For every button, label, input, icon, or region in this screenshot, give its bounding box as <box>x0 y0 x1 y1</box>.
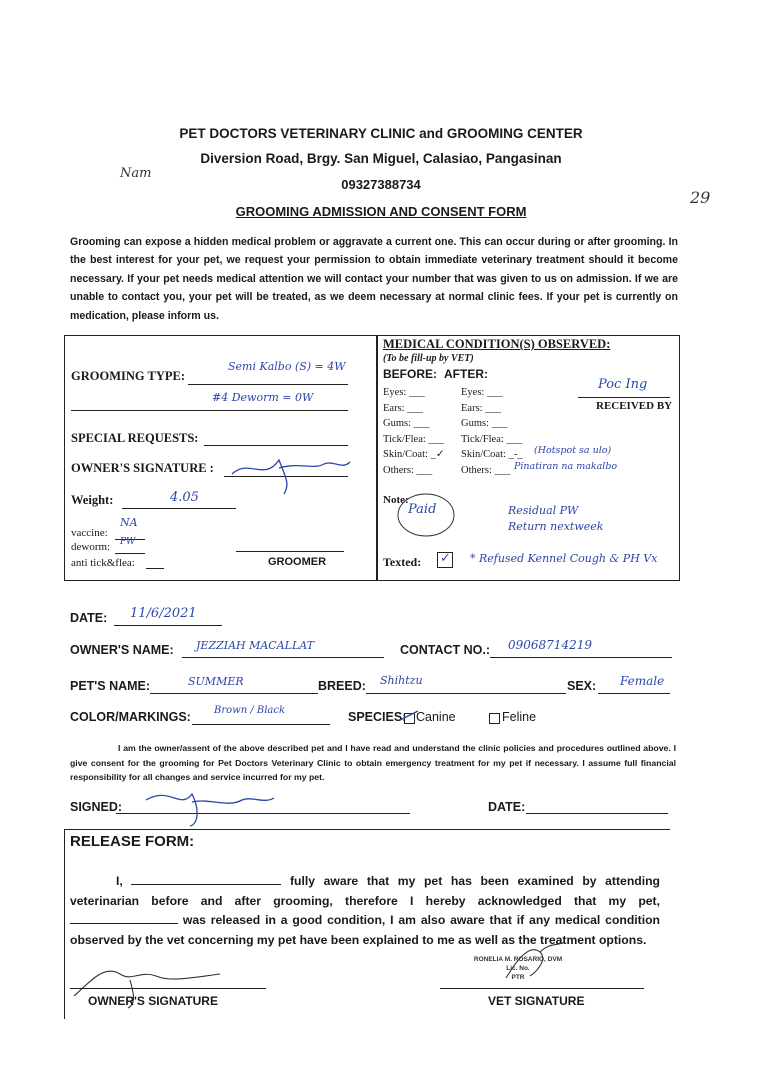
before-list <box>383 385 445 478</box>
after-item: Ears: ___ <box>461 402 501 414</box>
breed-value[interactable]: Shihtzu <box>380 674 423 687</box>
groomer-label: GROOMER <box>268 556 327 568</box>
grooming-type-label: GROOMING TYPE: <box>71 369 186 383</box>
skin-coat-after-note[interactable]: (Hotspot sa ulo) <box>534 445 612 456</box>
note-residual: Residual PW <box>508 504 579 517</box>
release-paragraph <box>70 872 660 950</box>
species-feline-checkbox[interactable] <box>489 713 500 724</box>
before-item: Gums: ___ <box>383 418 430 429</box>
release-text-3: was released in a good condition, I am also aware that if any medical condition observed by the vet concerning my pet have been explained to me as well as the treatment options. <box>70 913 660 947</box>
signed-label: SIGNED: <box>70 800 123 814</box>
owner-signature-label: OWNER'S SIGNATURE : <box>71 461 214 475</box>
texted-checkbox[interactable]: ✓ <box>437 552 453 568</box>
note-label: Note: <box>383 494 409 506</box>
grooming-type-value-2[interactable]: #4 Deworm = 0W <box>212 391 314 404</box>
medical-title: MEDICAL CONDITION(S) OBSERVED: <box>383 337 611 351</box>
species-label: SPECIES: <box>348 710 407 724</box>
after-item: Skin/Coat: _-_ <box>461 449 523 460</box>
color-label: COLOR/MARKINGS: <box>70 710 191 724</box>
owner-signature-scribble <box>224 448 354 498</box>
pet-name-label: PET'S NAME: <box>70 679 151 693</box>
owner-name-label: OWNER'S NAME: <box>70 643 174 657</box>
grooming-type-value[interactable]: Semi Kalbo (S) = 4W <box>228 360 346 373</box>
received-by-value[interactable]: Poc Ing <box>598 377 648 392</box>
margin-note-left: Nam <box>120 166 152 181</box>
texted-note: * Refused Kennel Cough & PH Vx <box>470 552 658 565</box>
before-item: Eyes: ___ <box>383 387 425 398</box>
release-name-field[interactable] <box>131 874 281 885</box>
clinic-name: PET DOCTORS VETERINARY CLINIC and GROOMING CENTER <box>179 126 583 141</box>
breed-label: BREED: <box>318 679 366 693</box>
clinic-phone: 09327388734 <box>341 177 421 192</box>
color-value[interactable]: Brown / Black <box>214 705 286 716</box>
signed-scribble <box>140 780 280 830</box>
deworm-label: deworm: <box>71 541 111 553</box>
release-owner-signature-label: OWNER'S SIGNATURE <box>88 994 218 1008</box>
medical-subtitle: (To be fill-up by VET) <box>383 353 474 364</box>
vet-signature-label: VET SIGNATURE <box>488 994 585 1008</box>
release-owner-signature-field[interactable] <box>70 988 266 989</box>
special-requests-field[interactable] <box>204 445 348 446</box>
release-title: RELEASE FORM: <box>70 833 195 850</box>
consent-paragraph: I am the owner/assent of the above described pet and I have read and understand the clinic policies and procedures outlined above. I give consent for the grooming for Pet Doctors Veterinary Clinic to obtain emergency treatment for my pet if necessary. I assume full financial responsibility for all changes and service incurred for my pet. <box>70 743 676 782</box>
margin-note-right: 29 <box>690 188 711 207</box>
clinic-address: Diversion Road, Brgy. San Miguel, Calasiao, Pangasinan <box>200 151 562 166</box>
intro-paragraph: Grooming can expose a hidden medical problem or aggravate a current one. This can occur during or after grooming. In the best interest for your pet, we request your permission to obtain immediate veterinary treatment should it become necessary. If your pet needs medical attention we will contact your number that was given to us on admission. If we are unable to contact you, your pet will be treated, as we deem necessary at normal clinic fees. If your pet is currently on medication, please inform us. <box>70 236 678 322</box>
vet-signature-field[interactable] <box>440 988 644 989</box>
weight-label: Weight: <box>71 493 114 507</box>
sex-label: SEX: <box>567 679 597 693</box>
special-requests-label: SPECIAL REQUESTS: <box>71 431 199 445</box>
note-return: Return nextweek <box>508 520 604 533</box>
owner-name-value[interactable]: JEZZIAH MACALLAT <box>196 639 314 652</box>
release-pet-field[interactable] <box>70 913 178 924</box>
species-canine-label: Canine <box>416 710 456 724</box>
date-value[interactable]: 11/6/2021 <box>130 606 197 621</box>
vet-signature-scribble <box>500 938 570 988</box>
texted-label: Texted: <box>383 555 422 569</box>
vaccine-value[interactable]: NA <box>120 516 138 529</box>
weight-value[interactable]: 4.05 <box>170 490 199 505</box>
after-item: Eyes: ___ <box>461 387 503 398</box>
before-item: Skin/Coat: _✓ <box>383 449 445 460</box>
pet-name-value[interactable]: SUMMER <box>188 675 244 688</box>
deworm-value[interactable]: PW <box>120 537 136 547</box>
before-item: Others: ___ <box>383 464 433 476</box>
before-item: Tick/Flea: ___ <box>383 433 445 445</box>
vaccine-label: vaccine: <box>71 527 108 539</box>
release-text-1: I, <box>116 874 123 888</box>
release-text-2: fully aware that my pet has been examined by attending veterinarian before and after grooming, therefore I hereby acknowledged that my pet, <box>70 874 660 908</box>
others-after-note[interactable]: Pinatiran na makalbo <box>514 461 618 472</box>
tick-flea-label: anti tick&flea: <box>71 557 135 569</box>
after-item: Others: ___ <box>461 464 511 476</box>
after-item: Tick/Flea: ___ <box>461 433 523 445</box>
after-label: AFTER: <box>444 367 488 381</box>
form-title: GROOMING ADMISSION AND CONSENT FORM <box>235 204 527 219</box>
species-feline-label: Feline <box>502 710 537 724</box>
signed-date-field[interactable] <box>526 813 668 814</box>
received-by-label: RECEIVED BY <box>596 400 673 412</box>
after-item: Gums: ___ <box>461 418 508 429</box>
sex-value[interactable]: Female <box>620 674 665 688</box>
before-item: Ears: ___ <box>383 402 423 414</box>
contact-value[interactable]: 09068714219 <box>508 638 592 652</box>
contact-label: CONTACT NO.: <box>400 643 491 657</box>
vet-stamp: RONELIA M. ROSARIO, DVM Lic. No. PTR <box>473 956 563 981</box>
signed-date-label: DATE: <box>488 800 526 814</box>
note-paid: Paid <box>408 502 437 517</box>
before-label: BEFORE: <box>383 367 437 381</box>
date-label: DATE: <box>70 611 108 625</box>
